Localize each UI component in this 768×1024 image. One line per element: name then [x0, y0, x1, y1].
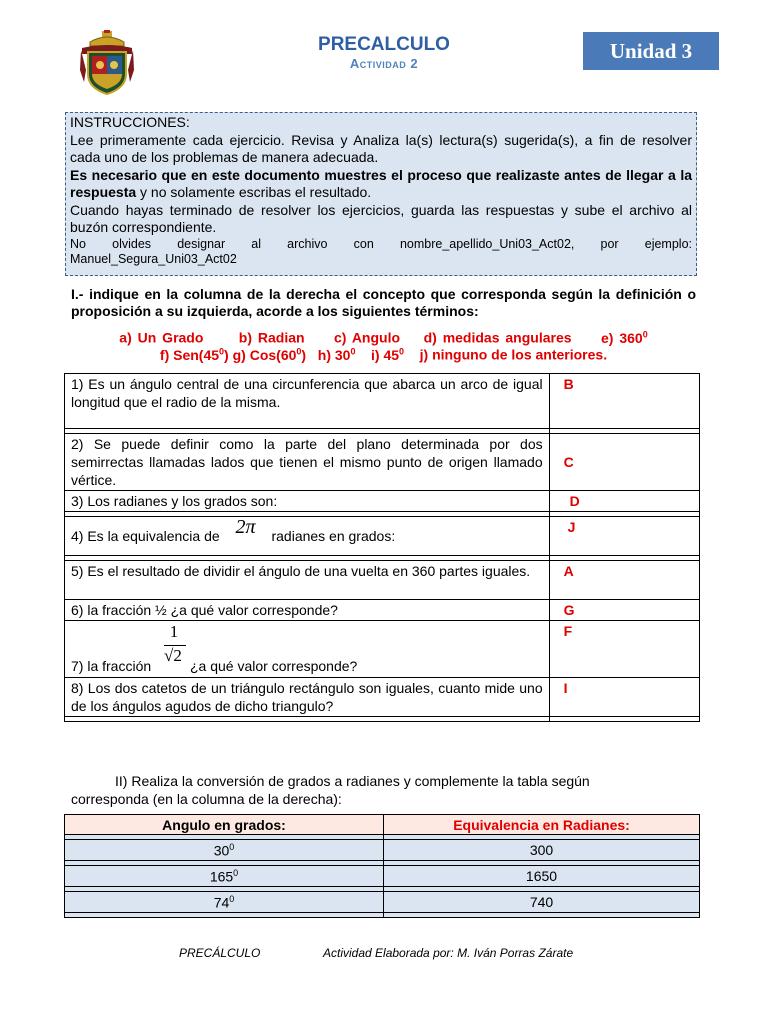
table-row	[65, 892, 700, 913]
option-e-degree: 0	[642, 329, 648, 339]
radians-cell[interactable]: 740	[384, 892, 700, 913]
radicand: 2	[173, 646, 182, 665]
question-7-prefix: 7) la fracción	[71, 658, 152, 674]
question-cell	[65, 621, 550, 678]
instructions-emphasis: Es necesario que en este documento muestres el proceso que realizaste antes de llegar a la respuesta	[70, 166, 692, 200]
question-4-suffix: radianes en grados:	[271, 528, 396, 544]
question-cell: 1) Es un ángulo central de una circunferencia que abarca un arco de igual longitud que el radio de la misma.	[65, 374, 550, 429]
table-row	[65, 866, 700, 887]
option-g-text: g) Cos(60	[232, 346, 297, 363]
radians-cell[interactable]: 300	[384, 840, 700, 861]
question-cell	[65, 517, 550, 556]
question-cell: 5) Es el resultado de dividir el ángulo de una vuelta en 360 partes iguales.	[65, 561, 550, 600]
option-f-degree: 0	[219, 346, 225, 356]
degrees-cell	[65, 866, 384, 887]
option-a: a) Un Grado	[119, 329, 204, 346]
answer-cell[interactable]: I	[549, 678, 699, 717]
question-7-suffix: ¿a qué valor corresponde?	[190, 658, 358, 674]
instructions-note-line-2: Manuel_Segura_Uni03_Act02	[70, 251, 237, 266]
degree-symbol: 0	[233, 867, 239, 878]
option-e	[601, 330, 648, 346]
option-g-end: )	[301, 346, 307, 363]
question-4-prefix: 4) Es la equivalencia de	[71, 528, 220, 544]
answer-cell[interactable]: F	[549, 621, 699, 678]
column-header-radians: Equivalencia en Radianes:	[384, 815, 700, 835]
option-f	[160, 347, 229, 363]
matching-table	[64, 373, 700, 722]
instructions-paragraph-2	[70, 167, 692, 202]
page-title: PRECALCULO	[318, 34, 450, 55]
question-cell: 6) la fracción ½ ¿a qué valor corresponde?	[65, 600, 550, 621]
degree-symbol: 0	[229, 841, 235, 852]
two-pi-formula: 2π	[235, 516, 256, 538]
option-h-text: h) 30	[317, 346, 351, 363]
table-header-row	[65, 815, 700, 835]
table-row	[65, 491, 700, 512]
section-1-prompt: I.- indique en la columna de la derecha el concepto que corresponda según la definición o proposición a su izquierda, acorde a los siguientes términos:	[71, 286, 696, 319]
option-g-degree: 0	[296, 346, 302, 356]
table-spacer-row	[65, 717, 700, 722]
spacer-cell	[549, 717, 699, 722]
answer-cell[interactable]: D	[549, 491, 699, 512]
spacer-cell	[384, 913, 700, 918]
question-cell: 3) Los radianes y los grados son:	[65, 491, 550, 512]
fraction-numerator: 1	[169, 622, 179, 641]
instructions-heading: INSTRUCCIONES:	[70, 114, 190, 130]
table-row	[65, 561, 700, 600]
conversion-table	[64, 814, 700, 918]
option-f-end: )	[224, 346, 229, 363]
answer-cell[interactable]: A	[549, 561, 699, 600]
options-line-2	[71, 346, 696, 363]
option-i-text: i) 45	[371, 346, 400, 363]
table-spacer-row	[65, 913, 700, 918]
unit-badge: Unidad 3	[583, 32, 719, 70]
instructions-box	[65, 112, 697, 276]
spacer-cell	[65, 913, 384, 918]
option-i-degree: 0	[399, 346, 405, 356]
options-line-1	[71, 329, 696, 346]
table-row	[65, 621, 700, 678]
column-header-degrees: Angulo en grados:	[65, 815, 384, 835]
degrees-value: 30	[213, 842, 230, 859]
footer-author: Actividad Elaborada por: M. Iván Porras Zárate	[323, 946, 574, 960]
fraction-denominator: √2	[164, 646, 182, 665]
degree-symbol: 0	[229, 893, 235, 904]
footer-course: PRECÁLCULO	[179, 946, 261, 960]
degrees-value: 165	[209, 868, 234, 885]
option-c: c) Angulo	[334, 329, 401, 346]
table-row	[65, 600, 700, 621]
section-2-prompt-text: II) Realiza la conversión de grados a radianes y complemente la tabla según corresponda (en la columna de la derecha):	[71, 773, 590, 807]
option-g	[233, 347, 306, 363]
option-b: b) Radian	[238, 329, 305, 346]
degrees-cell	[65, 892, 384, 913]
table-row	[65, 678, 700, 717]
question-cell: 2) Se puede definir como la parte del plano determinada por dos semirrectas llamadas lados que tienen el mismo punto de origen llamado vértice.	[65, 434, 550, 491]
answer-cell[interactable]: G	[549, 600, 699, 621]
table-row	[65, 517, 700, 556]
option-j: j) ninguno de los anteriores.	[419, 346, 608, 363]
answer-cell[interactable]: C	[549, 434, 699, 491]
instructions-paragraph-3: Cuando hayas terminado de resolver los ejercicios, guarda las respuestas y sube el archivo al buzón correspondiente.	[70, 201, 692, 235]
option-h	[318, 347, 356, 363]
instructions-paragraph-2-rest: y no solamente escribas el resultado.	[136, 184, 372, 200]
table-row	[65, 434, 700, 491]
question-cell: 8) Los dos catetos de un triángulo rectángulo son iguales, cuanto mide uno de los ángulos agudos de dicho triangulo?	[65, 678, 550, 717]
degrees-value: 74	[213, 894, 230, 911]
page-subtitle: Actividad 2	[349, 56, 419, 71]
option-d: d) medidas angulares	[423, 329, 572, 346]
option-h-degree: 0	[350, 346, 356, 356]
table-row	[65, 374, 700, 429]
option-i	[371, 347, 404, 363]
answer-cell[interactable]: B	[549, 374, 699, 429]
radians-cell[interactable]: 1650	[384, 866, 700, 887]
degrees-cell	[65, 840, 384, 861]
instructions-note-line-1: No olvides designar al archivo con nombre_apellido_Uni03_Act02, por ejemplo:	[70, 236, 692, 251]
instructions-paragraph-1: Lee primeramente cada ejercicio. Revisa y Analiza la(s) lectura(s) sugerida(s), a fin de resolver cada uno de los problemas de manera adecuada.	[70, 131, 692, 165]
option-e-text: e) 360	[600, 329, 643, 346]
instructions-note	[70, 237, 692, 267]
section-2-prompt	[71, 772, 671, 808]
option-f-text: f) Sen(45	[159, 346, 220, 363]
table-row	[65, 840, 700, 861]
spacer-cell	[65, 717, 550, 722]
answer-cell[interactable]: J	[549, 517, 699, 556]
